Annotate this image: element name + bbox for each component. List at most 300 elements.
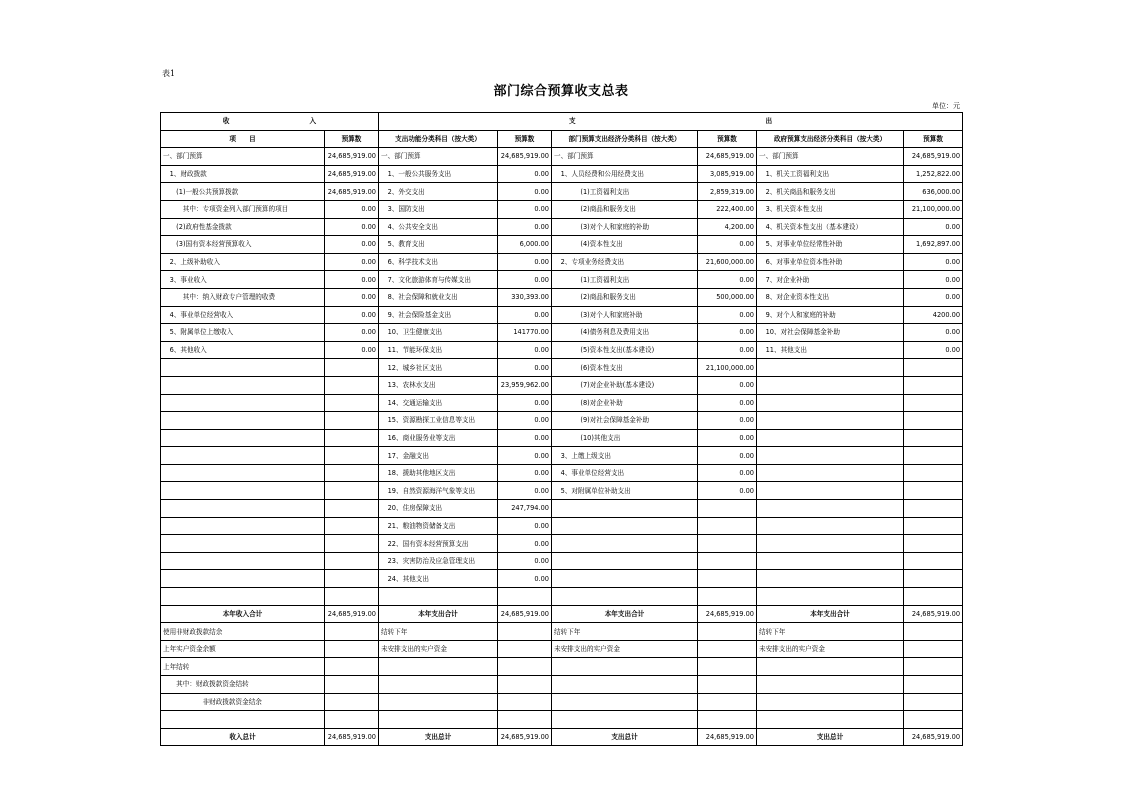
subtotal-row — [161, 605, 963, 623]
amount-cell — [698, 693, 757, 711]
amount-cell — [904, 658, 963, 676]
item-cell — [379, 711, 498, 729]
amount-cell: 0.00 — [698, 412, 757, 430]
col-header-gov: 政府预算支出经济分类科目（按大类） — [757, 130, 904, 148]
amount-cell: 24,685,919.00 — [904, 605, 963, 623]
item-cell: (6)资本性支出 — [552, 359, 698, 377]
col-header-func: 支出功能分类科目（按大类） — [379, 130, 498, 148]
amount-cell — [498, 711, 552, 729]
item-cell: 未安排支出的实户资金 — [757, 640, 904, 658]
col-header-budget: 预算数 — [904, 130, 963, 148]
item-cell — [552, 517, 698, 535]
amount-cell — [325, 658, 379, 676]
amount-cell — [698, 517, 757, 535]
amount-cell: 141770.00 — [498, 324, 552, 342]
item-cell: 其中：纳入财政专户管理的收费 — [161, 288, 325, 306]
amount-cell: 0.00 — [698, 306, 757, 324]
amount-cell — [904, 394, 963, 412]
amount-cell: 4200.00 — [904, 306, 963, 324]
item-cell: 1、一般公共服务支出 — [379, 165, 498, 183]
item-cell: 4、机关资本性支出（基本建设） — [757, 218, 904, 236]
page-title: 部门综合预算收支总表 — [493, 84, 629, 99]
item-cell: 13、农林水支出 — [379, 376, 498, 394]
item-cell: 17、金融支出 — [379, 447, 498, 465]
item-cell: (9)对社会保障基金补助 — [552, 412, 698, 430]
amount-cell — [698, 552, 757, 570]
item-cell: 8、对企业资本性支出 — [757, 288, 904, 306]
amount-cell: 1,692,897.00 — [904, 236, 963, 254]
table-row — [161, 676, 963, 694]
item-cell: 上年实户资金余额 — [161, 640, 325, 658]
amount-cell: 0.00 — [904, 324, 963, 342]
item-cell — [757, 359, 904, 377]
item-cell — [161, 535, 325, 553]
amount-cell — [698, 623, 757, 641]
item-cell — [161, 570, 325, 588]
table-row — [161, 693, 963, 711]
item-cell: 16、商业服务业等支出 — [379, 429, 498, 447]
item-cell — [161, 464, 325, 482]
amount-cell — [698, 535, 757, 553]
amount-cell: 0.00 — [498, 412, 552, 430]
item-cell — [161, 359, 325, 377]
col-header-budget: 预算数 — [698, 130, 757, 148]
amount-cell — [325, 394, 379, 412]
item-cell: 22、国有资本经营预算支出 — [379, 535, 498, 553]
table-row — [161, 464, 963, 482]
item-cell: 本年支出合计 — [757, 605, 904, 623]
amount-cell: 24,685,919.00 — [325, 148, 379, 166]
item-cell — [161, 394, 325, 412]
amount-cell — [325, 429, 379, 447]
amount-cell: 0.00 — [698, 447, 757, 465]
table-row — [161, 394, 963, 412]
amount-cell — [325, 464, 379, 482]
item-cell — [552, 676, 698, 694]
item-cell — [161, 412, 325, 430]
item-cell: 未安排支出的实户资金 — [552, 640, 698, 658]
item-cell: (4)债务利息及费用支出 — [552, 324, 698, 342]
item-cell: 4、公共安全支出 — [379, 218, 498, 236]
item-cell: 19、自然资源海洋气象等支出 — [379, 482, 498, 500]
item-cell: 11、其他支出 — [757, 341, 904, 359]
item-cell — [552, 570, 698, 588]
amount-cell — [698, 500, 757, 518]
item-cell: 5、附属单位上缴收入 — [161, 324, 325, 342]
amount-cell: 21,100,000.00 — [698, 359, 757, 377]
amount-cell: 21,100,000.00 — [904, 200, 963, 218]
item-cell — [161, 711, 325, 729]
item-cell: 7、文化旅游体育与传媒支出 — [379, 271, 498, 289]
item-cell — [552, 535, 698, 553]
amount-cell — [325, 552, 379, 570]
col-header-item: 项 目 — [161, 130, 325, 148]
amount-cell — [325, 517, 379, 535]
item-cell: 23、灾害防治及应急管理支出 — [379, 552, 498, 570]
amount-cell: 0.00 — [325, 200, 379, 218]
amount-cell: 21,600,000.00 — [698, 253, 757, 271]
table-row — [161, 359, 963, 377]
item-cell — [757, 588, 904, 606]
table-row — [161, 183, 963, 201]
item-cell: 收入总计 — [161, 728, 325, 746]
item-cell — [757, 412, 904, 430]
col-header-budget: 预算数 — [498, 130, 552, 148]
item-cell: 一、部门预算 — [161, 148, 325, 166]
amount-cell: 0.00 — [904, 253, 963, 271]
amount-cell: 0.00 — [904, 341, 963, 359]
item-cell: 10、卫生健康支出 — [379, 324, 498, 342]
item-cell: 3、国防支出 — [379, 200, 498, 218]
col-header-budget: 预算数 — [325, 130, 379, 148]
amount-cell: 0.00 — [325, 218, 379, 236]
amount-cell: 23,959,962.00 — [498, 376, 552, 394]
amount-cell — [904, 588, 963, 606]
amount-cell — [325, 676, 379, 694]
amount-cell: 3,085,919.00 — [698, 165, 757, 183]
item-cell: (3)对个人和家庭补助 — [552, 306, 698, 324]
item-cell: (4)资本性支出 — [552, 236, 698, 254]
item-cell — [552, 500, 698, 518]
amount-cell: 24,685,919.00 — [904, 728, 963, 746]
amount-cell — [325, 623, 379, 641]
amount-cell: 0.00 — [498, 218, 552, 236]
item-cell — [161, 376, 325, 394]
amount-cell: 24,685,919.00 — [498, 605, 552, 623]
amount-cell — [498, 693, 552, 711]
amount-cell: 0.00 — [698, 236, 757, 254]
item-cell: (2)政府性基金拨款 — [161, 218, 325, 236]
amount-cell: 0.00 — [498, 183, 552, 201]
amount-cell: 0.00 — [498, 464, 552, 482]
item-cell: 4、事业单位经营支出 — [552, 464, 698, 482]
amount-cell: 2,859,319.00 — [698, 183, 757, 201]
amount-cell: 0.00 — [498, 552, 552, 570]
item-cell: 6、其他收入 — [161, 341, 325, 359]
table-row — [161, 482, 963, 500]
item-cell: 11、节能环保支出 — [379, 341, 498, 359]
table-row — [161, 535, 963, 553]
item-cell: 3、事业收入 — [161, 271, 325, 289]
amount-cell: 500,000.00 — [698, 288, 757, 306]
amount-cell: 0.00 — [498, 482, 552, 500]
income-section-header: 收 入 — [161, 113, 379, 131]
item-cell: (7)对企业补助(基本建设) — [552, 376, 698, 394]
amount-cell — [904, 676, 963, 694]
item-cell — [757, 693, 904, 711]
item-cell: 支出总计 — [757, 728, 904, 746]
item-cell: 24、其他支出 — [379, 570, 498, 588]
amount-cell — [498, 658, 552, 676]
amount-cell: 0.00 — [325, 253, 379, 271]
item-cell: 本年支出合计 — [552, 605, 698, 623]
item-cell — [757, 447, 904, 465]
amount-cell: 222,400.00 — [698, 200, 757, 218]
amount-cell: 0.00 — [325, 271, 379, 289]
amount-cell — [325, 376, 379, 394]
amount-cell: 330,393.00 — [498, 288, 552, 306]
item-cell — [757, 517, 904, 535]
amount-cell: 0.00 — [698, 482, 757, 500]
table-row — [161, 271, 963, 289]
item-cell — [757, 482, 904, 500]
amount-cell — [325, 359, 379, 377]
budget-table — [160, 112, 963, 746]
item-cell — [379, 676, 498, 694]
amount-cell: 0.00 — [698, 376, 757, 394]
item-cell — [552, 658, 698, 676]
amount-cell: 4,200.00 — [698, 218, 757, 236]
item-cell — [757, 711, 904, 729]
table-row — [161, 588, 963, 606]
item-cell: 2、外交支出 — [379, 183, 498, 201]
table-row — [161, 148, 963, 166]
item-cell: 5、教育支出 — [379, 236, 498, 254]
item-cell: 2、专项业务经费支出 — [552, 253, 698, 271]
amount-cell — [498, 640, 552, 658]
item-cell — [552, 711, 698, 729]
amount-cell — [904, 500, 963, 518]
item-cell: 结转下年 — [552, 623, 698, 641]
table-tag: 表1 — [162, 69, 176, 78]
amount-cell: 0.00 — [498, 253, 552, 271]
item-cell: 1、人员经费和公用经费支出 — [552, 165, 698, 183]
table-row — [161, 376, 963, 394]
amount-cell — [325, 570, 379, 588]
item-cell: 支出总计 — [379, 728, 498, 746]
table-row — [161, 640, 963, 658]
item-cell: 3、上缴上级支出 — [552, 447, 698, 465]
amount-cell: 0.00 — [498, 341, 552, 359]
item-cell — [757, 570, 904, 588]
amount-cell — [904, 711, 963, 729]
item-cell: 3、机关资本性支出 — [757, 200, 904, 218]
item-cell: 15、资源勘探工业信息等支出 — [379, 412, 498, 430]
amount-cell: 0.00 — [498, 570, 552, 588]
amount-cell: 24,685,919.00 — [325, 728, 379, 746]
amount-cell — [904, 623, 963, 641]
amount-cell — [904, 464, 963, 482]
item-cell — [379, 588, 498, 606]
amount-cell — [698, 640, 757, 658]
item-cell: (2)商品和服务支出 — [552, 288, 698, 306]
amount-cell — [498, 676, 552, 694]
amount-cell — [904, 640, 963, 658]
amount-cell — [498, 588, 552, 606]
amount-cell: 24,685,919.00 — [325, 165, 379, 183]
item-cell: 1、机关工资福利支出 — [757, 165, 904, 183]
table-row — [161, 341, 963, 359]
item-cell — [757, 552, 904, 570]
amount-cell: 0.00 — [325, 236, 379, 254]
amount-cell: 0.00 — [698, 464, 757, 482]
item-cell: 使用非财政拨款结余 — [161, 623, 325, 641]
amount-cell — [904, 376, 963, 394]
item-cell: 支出总计 — [552, 728, 698, 746]
amount-cell: 24,685,919.00 — [325, 183, 379, 201]
table-row — [161, 658, 963, 676]
amount-cell — [904, 429, 963, 447]
amount-cell — [325, 711, 379, 729]
amount-cell: 0.00 — [698, 429, 757, 447]
item-cell: (10)其他支出 — [552, 429, 698, 447]
amount-cell — [325, 482, 379, 500]
amount-cell: 24,685,919.00 — [498, 728, 552, 746]
item-cell: 6、科学技术支出 — [379, 253, 498, 271]
amount-cell — [325, 447, 379, 465]
table-row — [161, 711, 963, 729]
amount-cell: 0.00 — [498, 271, 552, 289]
item-cell: 1、财政拨款 — [161, 165, 325, 183]
amount-cell — [904, 482, 963, 500]
item-cell: 结转下年 — [757, 623, 904, 641]
item-cell: 本年支出合计 — [379, 605, 498, 623]
col-header-dept: 部门预算支出经济分类科目（按大类） — [552, 130, 698, 148]
amount-cell: 0.00 — [698, 271, 757, 289]
item-cell: (3)对个人和家庭的补助 — [552, 218, 698, 236]
amount-cell — [325, 640, 379, 658]
table-row — [161, 165, 963, 183]
amount-cell — [325, 693, 379, 711]
column-header-row — [161, 130, 963, 148]
item-cell: (5)资本性支出(基本建设) — [552, 341, 698, 359]
amount-cell — [698, 658, 757, 676]
amount-cell: 0.00 — [698, 324, 757, 342]
amount-cell — [325, 412, 379, 430]
item-cell: 12、城乡社区支出 — [379, 359, 498, 377]
table-row — [161, 288, 963, 306]
table-row — [161, 306, 963, 324]
item-cell: 9、对个人和家庭的补助 — [757, 306, 904, 324]
amount-cell — [325, 535, 379, 553]
item-cell: (1)工资福利支出 — [552, 183, 698, 201]
item-cell — [757, 394, 904, 412]
table-row — [161, 623, 963, 641]
amount-cell: 24,685,919.00 — [698, 728, 757, 746]
amount-cell — [325, 588, 379, 606]
table-row — [161, 218, 963, 236]
item-cell — [552, 588, 698, 606]
table-row — [161, 517, 963, 535]
amount-cell: 0.00 — [498, 200, 552, 218]
amount-cell — [698, 676, 757, 694]
item-cell — [757, 676, 904, 694]
amount-cell: 0.00 — [904, 288, 963, 306]
item-cell: 未安排支出的实户资金 — [379, 640, 498, 658]
amount-cell — [904, 517, 963, 535]
item-cell — [757, 658, 904, 676]
item-cell: 8、社会保障和就业支出 — [379, 288, 498, 306]
amount-cell: 0.00 — [498, 429, 552, 447]
item-cell: 6、对事业单位资本性补助 — [757, 253, 904, 271]
item-cell: 结转下年 — [379, 623, 498, 641]
amount-cell: 0.00 — [325, 341, 379, 359]
item-cell: 18、援助其他地区支出 — [379, 464, 498, 482]
amount-cell: 636,000.00 — [904, 183, 963, 201]
item-cell — [161, 482, 325, 500]
table-row — [161, 570, 963, 588]
amount-cell: 0.00 — [698, 341, 757, 359]
amount-cell: 24,685,919.00 — [498, 148, 552, 166]
amount-cell: 24,685,919.00 — [698, 605, 757, 623]
item-cell: 2、上级补助收入 — [161, 253, 325, 271]
amount-cell — [498, 623, 552, 641]
amount-cell: 24,685,919.00 — [325, 605, 379, 623]
amount-cell: 0.00 — [498, 394, 552, 412]
item-cell: 一、部门预算 — [552, 148, 698, 166]
amount-cell: 0.00 — [498, 517, 552, 535]
amount-cell — [698, 570, 757, 588]
item-cell — [757, 376, 904, 394]
item-cell — [757, 464, 904, 482]
section-header-row — [161, 113, 963, 131]
amount-cell: 0.00 — [498, 165, 552, 183]
item-cell: 2、机关商品和服务支出 — [757, 183, 904, 201]
total-row — [161, 728, 963, 746]
amount-cell — [698, 588, 757, 606]
unit-label: 单位：元 — [932, 102, 960, 110]
amount-cell: 24,685,919.00 — [904, 148, 963, 166]
item-cell — [552, 552, 698, 570]
amount-cell: 0.00 — [498, 447, 552, 465]
amount-cell: 0.00 — [498, 359, 552, 377]
item-cell: 上年结转 — [161, 658, 325, 676]
item-cell — [161, 447, 325, 465]
item-cell: 14、交通运输支出 — [379, 394, 498, 412]
item-cell: 5、对事业单位经常性补助 — [757, 236, 904, 254]
item-cell: 一、部门预算 — [757, 148, 904, 166]
item-cell — [161, 517, 325, 535]
item-cell: (8)对企业补助 — [552, 394, 698, 412]
amount-cell: 0.00 — [498, 306, 552, 324]
amount-cell: 0.00 — [325, 324, 379, 342]
amount-cell: 247,794.00 — [498, 500, 552, 518]
amount-cell — [904, 359, 963, 377]
item-cell: (1)一般公共预算拨款 — [161, 183, 325, 201]
table-row — [161, 236, 963, 254]
item-cell: (3)国有资本经营预算收入 — [161, 236, 325, 254]
amount-cell: 24,685,919.00 — [698, 148, 757, 166]
amount-cell — [904, 570, 963, 588]
item-cell: (2)商品和服务支出 — [552, 200, 698, 218]
item-cell: 5、对附属单位补助支出 — [552, 482, 698, 500]
item-cell — [379, 693, 498, 711]
amount-cell — [904, 412, 963, 430]
item-cell: (1)工资福利支出 — [552, 271, 698, 289]
amount-cell — [904, 535, 963, 553]
expense-section-header: 支 出 — [379, 113, 963, 131]
item-cell — [757, 500, 904, 518]
amount-cell: 1,252,822.00 — [904, 165, 963, 183]
item-cell: 21、粮油物资储备支出 — [379, 517, 498, 535]
item-cell: 20、住房保障支出 — [379, 500, 498, 518]
table-row — [161, 429, 963, 447]
table-row — [161, 552, 963, 570]
item-cell: 10、对社会保障基金补助 — [757, 324, 904, 342]
amount-cell: 0.00 — [904, 218, 963, 236]
amount-cell: 0.00 — [498, 535, 552, 553]
item-cell — [161, 588, 325, 606]
item-cell: 本年收入合计 — [161, 605, 325, 623]
amount-cell — [904, 552, 963, 570]
table-row — [161, 324, 963, 342]
item-cell: 其中：财政拨款资金结转 — [161, 676, 325, 694]
item-cell: 一、部门预算 — [379, 148, 498, 166]
amount-cell: 0.00 — [325, 288, 379, 306]
amount-cell: 0.00 — [698, 394, 757, 412]
item-cell: 其中：专项资金列入部门预算的项目 — [161, 200, 325, 218]
table-row — [161, 253, 963, 271]
